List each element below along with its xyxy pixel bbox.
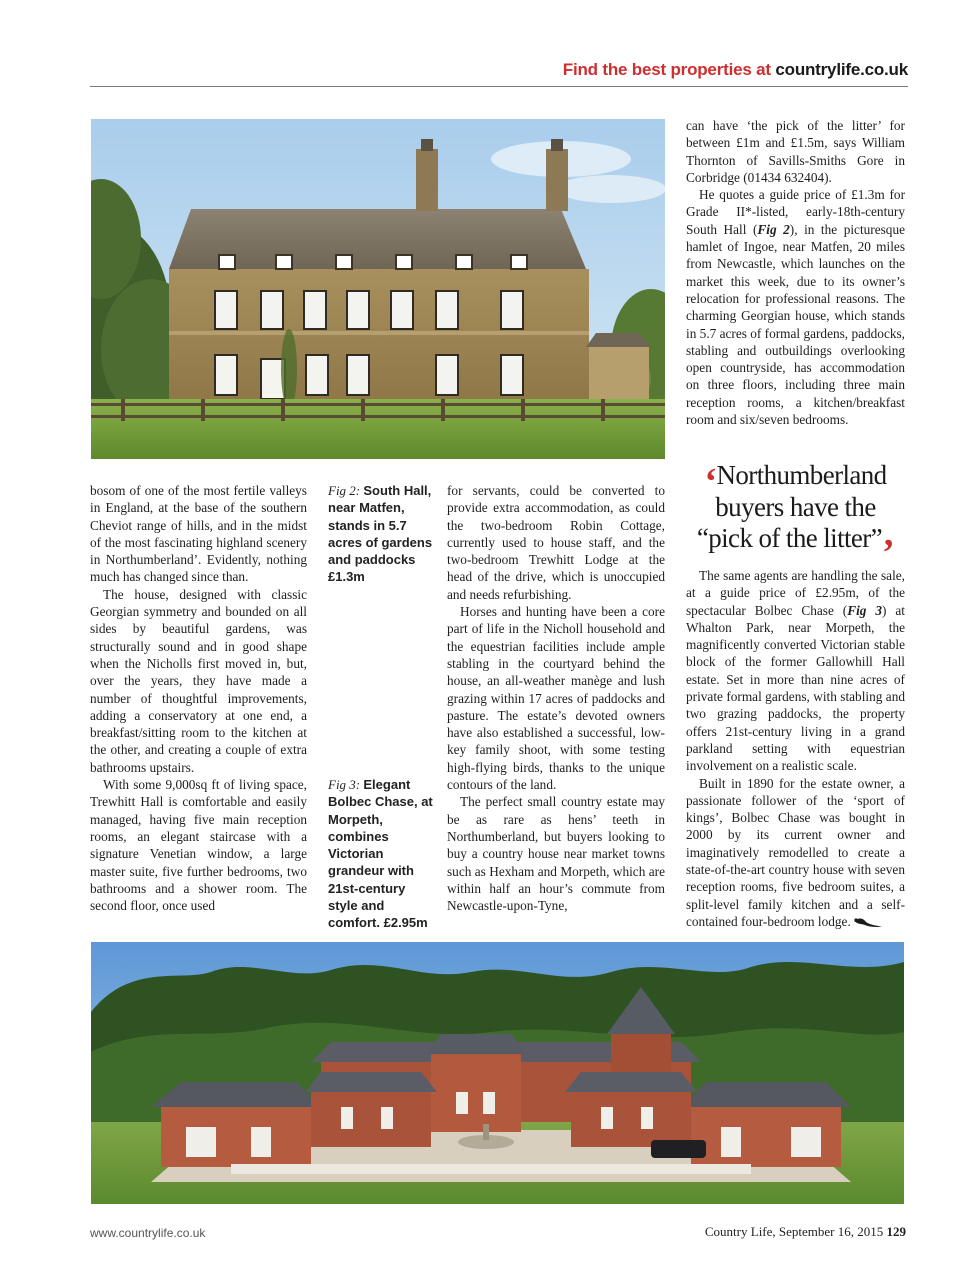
article-column-1	[90, 482, 307, 914]
col1-paragraph-2: The house, designed with classic Georgian symmetry and bounded on all sides by beautiful gardens, was structurally sound and in good shape when the Nicholls first moved in, but, over the years, they have made a number of thoughtful improvements, adding a conservatory at one end, a breakfast/sitting room to the kitchen at the other, and creating a couple of extra bathrooms upstairs.	[90, 586, 307, 775]
fig2-caption-text: South Hall, near Matfen, stands in 5.7 acres of gardens and paddocks £1.3m	[328, 483, 433, 585]
article-column-4-top	[686, 117, 905, 428]
footer-url[interactable]: www.countrylife.co.uk	[90, 1226, 206, 1240]
pull-quote-line-3: “pick of the litter”	[696, 523, 883, 553]
footer-issue	[705, 1224, 906, 1240]
col4-paragraph-3: The same agents are handling the sale, at a guide price of £2.95m, of the spectacular Bolbec Chase (Fig 3) at Whalton Park, near Morpeth, the magnificently converted Victorian stable block of the former Gallowhill Hall estate. Set in more than nine acres of private formal gardens, with stabling and two grazing paddocks, the property offers 21st-century living in a grand parkland setting with equestrian involvement on a realistic scale.	[686, 568, 905, 774]
pheasant-end-mark-icon	[853, 915, 883, 929]
pull-quote-close-mark: ’	[882, 532, 895, 574]
header-divider	[90, 86, 908, 87]
south-hall-photo	[91, 119, 665, 459]
fig3-label: Fig 3:	[328, 777, 361, 792]
page-header	[90, 60, 908, 84]
fig2-reference: Fig 2	[757, 221, 790, 237]
article-column-3	[447, 482, 665, 914]
footer-issue-text: Country Life, September 16, 2015	[704, 1224, 884, 1239]
col3-paragraph-1: for servants, could be converted to provide extra accommodation, as could the two-bedroom Robin Cottage, currently used to house staff, and the two-bedroom Trewhitt Lodge at the head of the drive, which is unoccupied and needs refurbishing.	[447, 483, 665, 602]
pull-quote-line-2: buyers have the	[715, 492, 876, 522]
fig2-caption	[328, 482, 434, 586]
col4-paragraph-1: can have ‘the pick of the litter’ for between £1m and £1.5m, says William Thornton of Savills-Smiths Gore in Corbridge (01434 632404).	[686, 118, 905, 185]
pull-quote-line-1: Northumberland	[716, 460, 887, 490]
col3-paragraph-3: The perfect small country estate may be as rare as hens’ teeth in Northumberland, but buyers looking to buy a country house near market towns such as Hexham and Morpeth, which are within half an hour’s commute from Newcastle-upon-Tyne,	[447, 794, 665, 914]
pull-quote-open-mark: ‘	[704, 461, 717, 503]
pull-quote	[686, 460, 905, 574]
fig3-caption-text: Elegant Bolbec Chase, at Morpeth, combines Victorian grandeur with 21st-century style and comfort. £2.95m	[328, 777, 433, 931]
header-lead: Find the best properties at	[562, 60, 771, 79]
col4-paragraph-4: Built in 1890 for the estate owner, a passionate follower of the ‘sport of kings’, Bolbec Chase was bought in 2000 by its current owner and imaginatively remodelled to create a state-of-the-art country house with seven reception rooms, five bedroom suites, a split-level family kitchen and a self-contained four-bedroom lodge.	[686, 775, 905, 929]
fig3-caption	[328, 776, 434, 932]
article-column-4-bottom	[686, 567, 905, 930]
bolbec-chase-photo	[91, 942, 904, 1204]
col3-paragraph-2: Horses and hunting have been a core part of life in the Nicholl household and the equestrian facilities include ample stabling in the courtyard behind the house, an all-weather manège and lush grazing within 17 acres of paddocks and pasture. The estate’s devoted owners have also established a successful, low-key family shoot, with some testing high-flying birds, thanks to the unique contours of the land.	[447, 604, 665, 793]
fig3-reference: Fig 3	[847, 602, 883, 618]
col1-paragraph-3: With some 9,000sq ft of living space, Trewhitt Hall is comfortable and easily managed, having five main reception rooms, an elegant staircase with a signature Venetian window, a large master suite, five further bedrooms, two bathrooms and a shower room. The second floor, once used	[90, 777, 307, 914]
col1-paragraph-1: bosom of one of the most fertile valleys in England, at the base of the southern Cheviot range of hills, and in the midst of the most fascinating highland scenery in Northumberland’. Evidently, nothing much has changed since than.	[90, 483, 307, 585]
col4-paragraph-2: He quotes a guide price of £1.3m for Grade II*-listed, early-18th-century South Hall (Fig 2), in the picturesque hamlet of Ingoe, near Matfen, 20 miles from Newcastle, which launches on the market this week, due to its owner’s relocation for professional reasons. The charming Georgian house, which stands in 5.7 acres of formal gardens, paddocks, stabling and outbuildings overlooking open countryside, has accommodation on three floors, including three main reception rooms, a kitchen/breakfast room and six/seven bedrooms.	[686, 187, 905, 428]
fig2-label: Fig 2:	[328, 483, 361, 498]
page-number: 129	[886, 1224, 906, 1239]
header-site-link[interactable]: countrylife.co.uk	[775, 60, 908, 79]
